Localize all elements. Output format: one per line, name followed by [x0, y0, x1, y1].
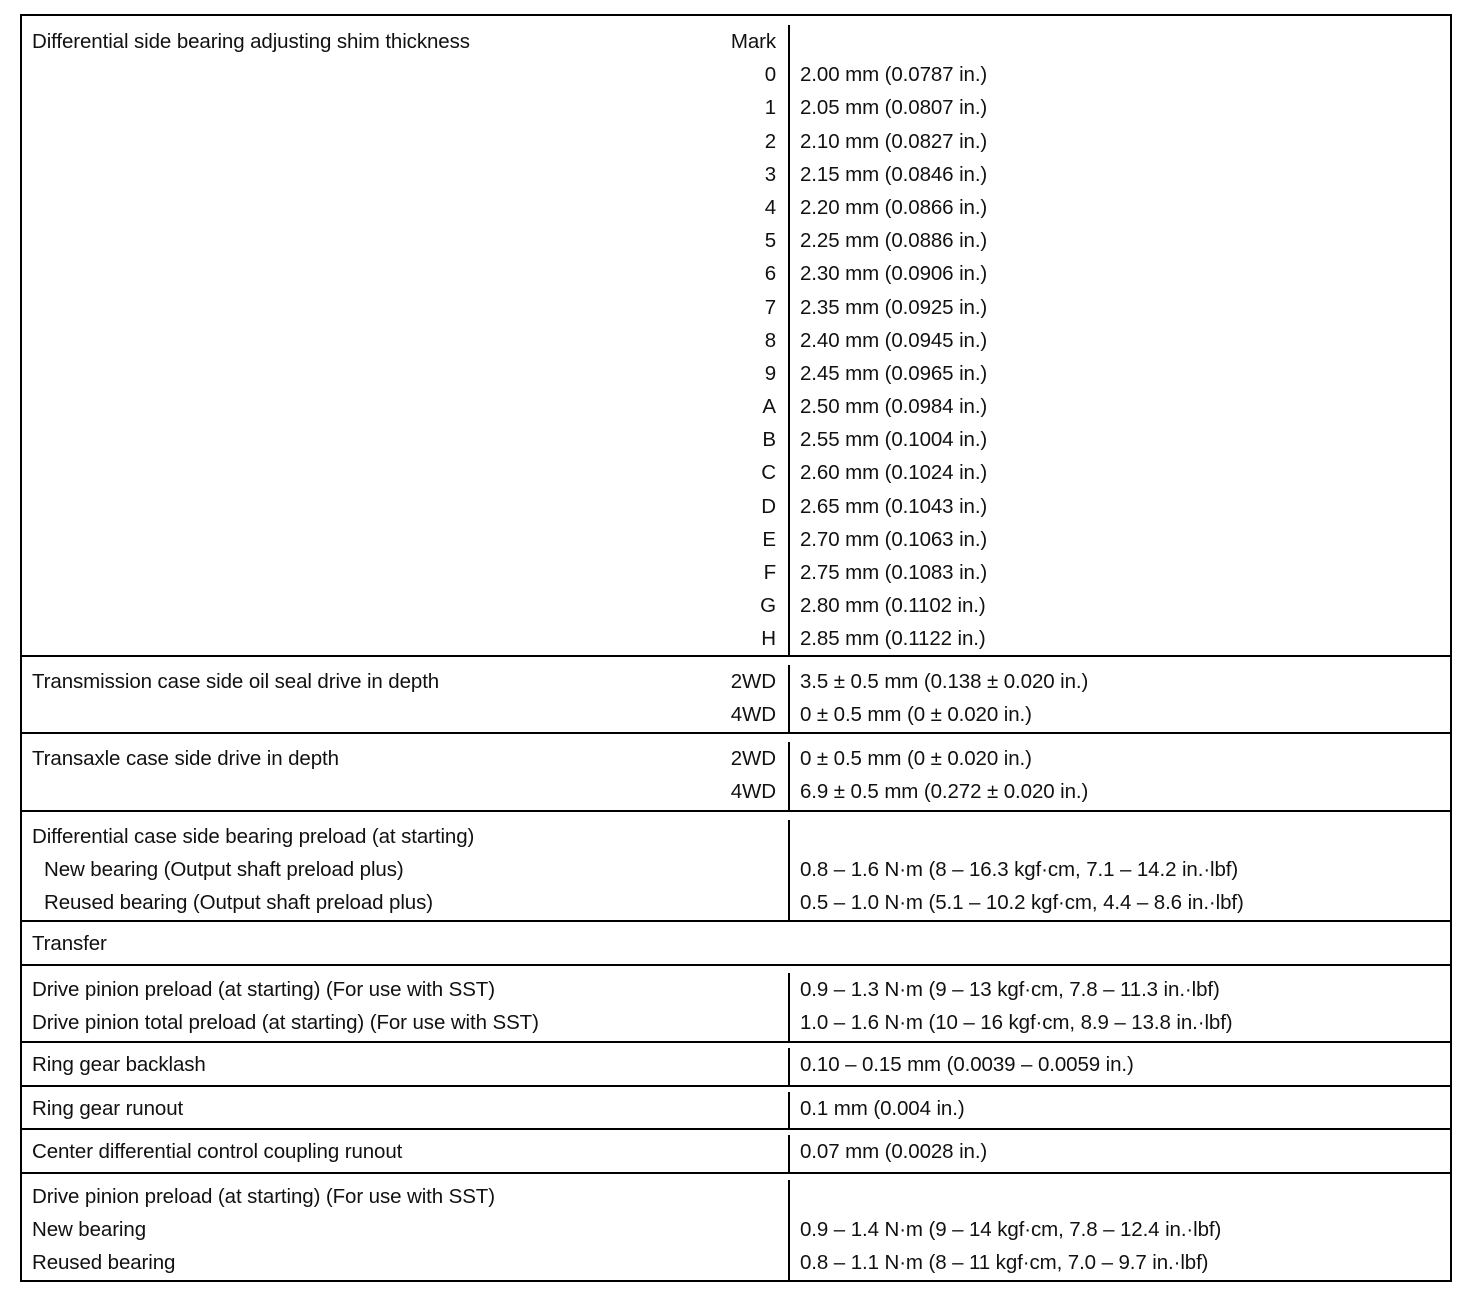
shim-label-column: [22, 25, 790, 655]
transaxle-value: 0 ± 0.5 mm (0 ± 0.020 in.): [800, 747, 1032, 770]
shim-value: 2.70 mm (0.1063 in.): [800, 527, 988, 551]
coupling-runout-value: 0.07 mm (0.0028 in.): [800, 1140, 988, 1163]
shim-value: 2.60 mm (0.1024 in.): [800, 461, 988, 485]
pinion-total-preload-value: 1.0 – 1.6 N·m (10 – 16 kgf·cm, 8.9 – 13.8 in.·lbf): [800, 1011, 1233, 1035]
shim-mark: 0: [764, 63, 776, 87]
runout-label-column: [22, 1092, 790, 1128]
shim-value: 2.45 mm (0.0965 in.): [800, 361, 988, 385]
shim-mark-row: [22, 622, 788, 655]
shim-mark: H: [761, 627, 776, 651]
reused-bearing-value: 0.8 – 1.1 N·m (8 – 11 kgf·cm, 7.0 – 9.7 in.·lbf): [800, 1251, 1209, 1275]
shim-mark-row: [22, 490, 788, 523]
shim-mark: C: [761, 461, 776, 485]
trans-seal-label: Transmission case side oil seal drive in depth: [32, 670, 440, 693]
transaxle-seal-section: [22, 734, 1450, 812]
shim-value: 2.35 mm (0.0925 in.): [800, 295, 988, 319]
pinion-preload-label: Drive pinion preload (at starting) (For use with SST): [32, 978, 495, 1001]
coupling-runout-label-column: [22, 1135, 790, 1172]
shim-mark-row: [22, 257, 788, 290]
pinion-preload-value: 0.9 – 1.3 N·m (9 – 13 kgf·cm, 7.8 – 11.3 in.·lbf): [800, 978, 1220, 1001]
pinion-preload-value-column: [790, 973, 1450, 1041]
backlash-value-column: [790, 1048, 1450, 1085]
shim-value: 2.30 mm (0.0906 in.): [800, 262, 988, 286]
shim-mark: 9: [764, 361, 776, 385]
backlash-label: Ring gear backlash: [32, 1053, 206, 1076]
shim-mark: 5: [764, 229, 776, 253]
transaxle-label-column: [22, 742, 790, 810]
specification-table: [20, 14, 1452, 1282]
shim-value: 2.55 mm (0.1004 in.): [800, 428, 988, 452]
drive-type: 4WD: [730, 780, 776, 804]
runout-value: 0.1 mm (0.004 in.): [800, 1097, 965, 1120]
shim-mark: E: [762, 527, 776, 551]
transfer-section: [22, 922, 1450, 966]
trans-seal-section: [22, 657, 1450, 734]
trans-seal-value-column: [790, 665, 1450, 732]
shim-mark-row: [22, 91, 788, 124]
backlash-section: [22, 1043, 1450, 1087]
backlash-label-column: [22, 1048, 790, 1085]
pinion-preload2-label-column: [22, 1180, 790, 1280]
diff-preload-section: [22, 812, 1450, 922]
blank-line: [790, 820, 1450, 853]
transaxle-label: Transaxle case side drive in depth: [32, 747, 339, 770]
mark-header: Mark: [730, 30, 776, 53]
shim-mark: 8: [764, 328, 776, 352]
shim-mark-row: [22, 324, 788, 357]
shim-mark-row: [22, 125, 788, 158]
shim-mark-row: [22, 456, 788, 489]
transaxle-value-column: [790, 742, 1450, 810]
transfer-heading: Transfer: [32, 932, 107, 955]
shim-mark: A: [762, 395, 776, 419]
shim-mark-row: [22, 556, 788, 589]
diff-preload-label: Differential case side bearing preload (at starting): [32, 825, 475, 848]
shim-value: 2.65 mm (0.1043 in.): [800, 494, 988, 518]
trans-seal-line: [22, 665, 788, 698]
shim-mark-row: [22, 423, 788, 456]
transaxle-line: [22, 742, 788, 775]
transaxle-value: 6.9 ± 0.5 mm (0.272 ± 0.020 in.): [800, 780, 1089, 804]
shim-value: 2.50 mm (0.0984 in.): [800, 395, 988, 419]
shim-mark: B: [762, 428, 776, 452]
shim-mark-row: [22, 589, 788, 622]
shim-mark: 4: [764, 195, 776, 219]
trans-seal-line: [22, 698, 788, 731]
trans-seal-label-column: [22, 665, 790, 732]
pinion-preload2-label: Drive pinion preload (at starting) (For use with SST): [32, 1185, 495, 1208]
shim-value-column: [790, 25, 1450, 655]
shim-mark-row: [22, 390, 788, 423]
shim-mark-row: [22, 158, 788, 191]
shim-label: Differential side bearing adjusting shim thickness: [32, 30, 470, 53]
shim-value: 2.00 mm (0.0787 in.): [800, 63, 988, 87]
shim-mark-row: [22, 224, 788, 257]
shim-value: 2.75 mm (0.1083 in.): [800, 561, 988, 584]
shim-mark: 7: [764, 295, 776, 319]
shim-mark: 2: [764, 129, 776, 153]
diff-preload-value-column: [790, 820, 1450, 920]
transaxle-line: [22, 775, 788, 808]
shim-value: 2.05 mm (0.0807 in.): [800, 96, 988, 120]
pinion-preload-section: [22, 966, 1450, 1043]
reused-bearing-label: Reused bearing (Output shaft preload plus): [44, 891, 433, 915]
drive-type: 2WD: [730, 747, 776, 770]
new-bearing-value: 0.8 – 1.6 N·m (8 – 16.3 kgf·cm, 7.1 – 14.2 in.·lbf): [800, 858, 1239, 882]
shim-mark: F: [763, 561, 776, 584]
shim-mark-row: [22, 357, 788, 390]
backlash-value: 0.10 – 0.15 mm (0.0039 – 0.0059 in.): [800, 1053, 1134, 1076]
shim-label-line: [22, 25, 788, 58]
coupling-runout-label: Center differential control coupling runout: [32, 1140, 403, 1163]
shim-value: 2.40 mm (0.0945 in.): [800, 328, 988, 352]
shim-mark: D: [761, 494, 776, 518]
new-bearing-value: 0.9 – 1.4 N·m (9 – 14 kgf·cm, 7.8 – 12.4 in.·lbf): [800, 1218, 1222, 1242]
pinion-total-preload-label: Drive pinion total preload (at starting) (For use with SST): [32, 1011, 539, 1035]
shim-value: 2.85 mm (0.1122 in.): [800, 627, 986, 651]
trans-seal-value: 3.5 ± 0.5 mm (0.138 ± 0.020 in.): [800, 670, 1089, 693]
shim-mark: 6: [764, 262, 776, 286]
new-bearing-label: New bearing: [32, 1218, 146, 1242]
shim-value: 2.10 mm (0.0827 in.): [800, 129, 988, 153]
shim-value: 2.80 mm (0.1102 in.): [800, 594, 986, 618]
pinion-preload-label-column: [22, 973, 790, 1041]
runout-value-column: [790, 1092, 1450, 1128]
shim-value: 2.25 mm (0.0886 in.): [800, 229, 988, 253]
runout-section: [22, 1087, 1450, 1130]
reused-bearing-value: 0.5 – 1.0 N·m (5.1 – 10.2 kgf·cm, 4.4 – 8.6 in.·lbf): [800, 891, 1244, 915]
runout-label: Ring gear runout: [32, 1097, 184, 1120]
shim-value: 2.15 mm (0.0846 in.): [800, 162, 988, 186]
shim-mark-row: [22, 523, 788, 556]
reused-bearing-label: Reused bearing: [32, 1251, 176, 1275]
shim-mark: 3: [764, 162, 776, 186]
shim-mark: G: [760, 594, 776, 618]
coupling-runout-section: [22, 1130, 1450, 1174]
shim-mark-row: [22, 291, 788, 324]
trans-seal-value: 0 ± 0.5 mm (0 ± 0.020 in.): [800, 703, 1032, 727]
transfer-heading-cell: [22, 927, 1450, 964]
blank-line: [790, 25, 1450, 58]
shim-mark: 1: [764, 96, 776, 120]
shim-thickness-section: [22, 16, 1450, 657]
coupling-runout-value-column: [790, 1135, 1450, 1172]
pinion-preload2-value-column: [790, 1180, 1450, 1280]
drive-type: 4WD: [730, 703, 776, 727]
diff-preload-label-column: [22, 820, 790, 920]
shim-mark-row: [22, 58, 788, 91]
pinion-preload2-section: [22, 1174, 1450, 1280]
shim-mark-row: [22, 191, 788, 224]
shim-value: 2.20 mm (0.0866 in.): [800, 195, 988, 219]
drive-type: 2WD: [730, 670, 776, 693]
new-bearing-label: New bearing (Output shaft preload plus): [44, 858, 404, 882]
blank-line: [790, 1180, 1450, 1213]
